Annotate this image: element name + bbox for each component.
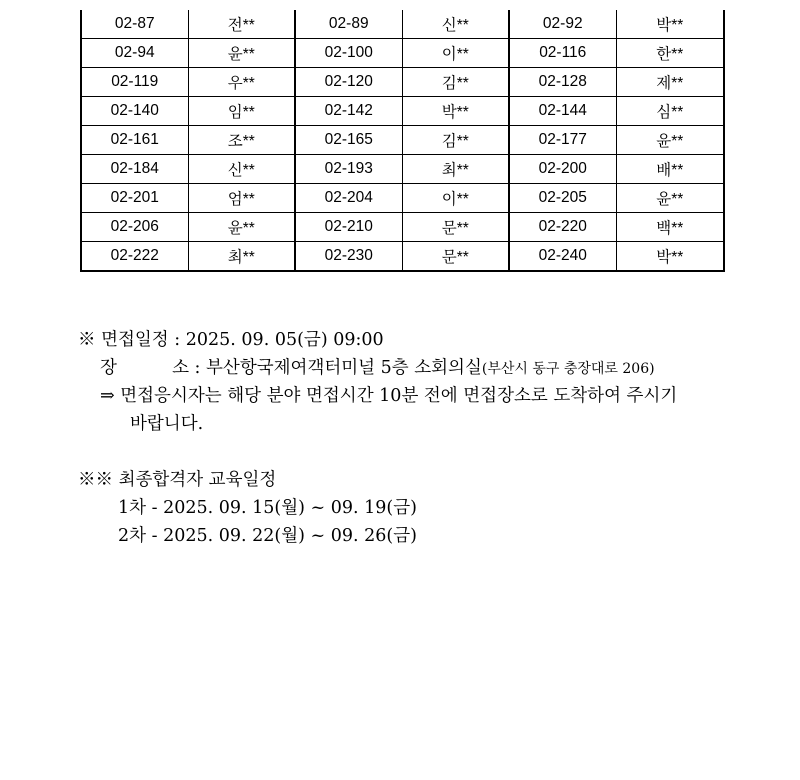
training-session-text: 2차 - 2025. 09. 22(월) ~ 09. 26(금) [118,526,417,546]
applicant-number: 02-200 [509,155,616,184]
applicant-name: 조** [188,126,295,155]
applicant-name: 이** [402,184,509,213]
place-label-second: 소 [172,358,189,378]
interview-notice-continuation [78,410,738,438]
applicant-number: 02-165 [295,126,402,155]
applicant-name: 심** [616,97,724,126]
applicant-name: 김** [402,68,509,97]
applicant-number: 02-116 [509,39,616,68]
table-row [81,155,724,184]
interview-place-value: 부산항국제여객터미널 5층 소회의실 [206,358,482,378]
table-row [81,242,724,272]
interview-place-line [78,354,738,382]
applicant-number: 02-240 [509,242,616,272]
place-label-first: 장 [100,358,117,378]
table-row [81,97,724,126]
applicant-number: 02-142 [295,97,402,126]
applicant-number: 02-120 [295,68,402,97]
training-session-2 [78,522,738,550]
applicant-number: 02-220 [509,213,616,242]
training-session-text: 1차 - 2025. 09. 15(월) ~ 09. 19(금) [118,498,417,518]
applicant-name: 배** [616,155,724,184]
applicant-name: 문** [402,242,509,272]
applicant-name: 전** [188,10,295,39]
applicant-name: 신** [402,10,509,39]
interview-notice-text: 면접응시자는 해당 분야 면접시간 10분 전에 면접장소로 도착하여 주시기 [120,386,678,406]
table-row [81,10,724,39]
applicant-name: 신** [188,155,295,184]
table-row [81,126,724,155]
separator: : [194,358,201,378]
applicant-number: 02-87 [81,10,188,39]
applicant-name: 이** [402,39,509,68]
applicant-number: 02-92 [509,10,616,39]
table-row [81,68,724,97]
interview-date-label: 면접일정 [101,330,169,350]
applicant-name: 윤** [188,39,295,68]
applicant-number: 02-204 [295,184,402,213]
applicant-name: 임** [188,97,295,126]
applicant-name: 최** [188,242,295,272]
applicant-number: 02-140 [81,97,188,126]
results-table [80,10,725,272]
training-title-line [78,466,738,494]
applicant-number: 02-201 [81,184,188,213]
table-row [81,39,724,68]
applicant-number: 02-222 [81,242,188,272]
applicant-name: 우** [188,68,295,97]
interview-notice-text-end: 바랍니다. [130,414,204,434]
applicant-number: 02-206 [81,213,188,242]
separator: : [174,330,181,350]
applicant-name: 최** [402,155,509,184]
interview-date-value: 2025. 09. 05(금) 09:00 [185,330,384,350]
applicant-name: 제** [616,68,724,97]
applicant-name: 박** [656,249,684,266]
applicant-number: 02-119 [81,68,188,97]
applicant-number: 02-128 [509,68,616,97]
applicant-number: 02-144 [509,97,616,126]
applicant-name: 문** [402,213,509,242]
applicant-name: 윤** [616,184,724,213]
applicant-number: 02-193 [295,155,402,184]
training-session-1 [78,494,738,522]
applicant-number: 02-100 [295,39,402,68]
applicant-name: 윤** [188,213,295,242]
applicant-name: 박** [402,97,509,126]
double-reference-mark: ※※ [78,470,113,490]
applicant-number: 02-177 [509,126,616,155]
applicant-name: 엄** [188,184,295,213]
interview-notice-line [78,382,738,410]
applicant-number: 02-205 [509,184,616,213]
applicant-name: 백** [616,213,724,242]
applicant-number: 02-184 [81,155,188,184]
applicant-name: 윤** [616,126,724,155]
interview-date-line [78,326,738,354]
applicant-number: 02-210 [295,213,402,242]
applicant-number: 02-230 [295,242,402,272]
training-title: 최종합격자 교육일정 [118,470,277,490]
interview-place-address: (부산시 동구 충장대로 206) [481,361,655,377]
table-row [81,213,724,242]
applicant-number: 02-161 [81,126,188,155]
reference-mark: ※ [78,330,96,350]
table-row [81,184,724,213]
applicant-number: 02-94 [81,39,188,68]
arrow-icon: ⇒ [100,386,115,406]
applicant-number: 02-89 [295,10,402,39]
applicant-name: 박** [616,10,724,39]
applicant-name: 한** [616,39,724,68]
notes-section [78,326,738,550]
applicant-name: 김** [402,126,509,155]
